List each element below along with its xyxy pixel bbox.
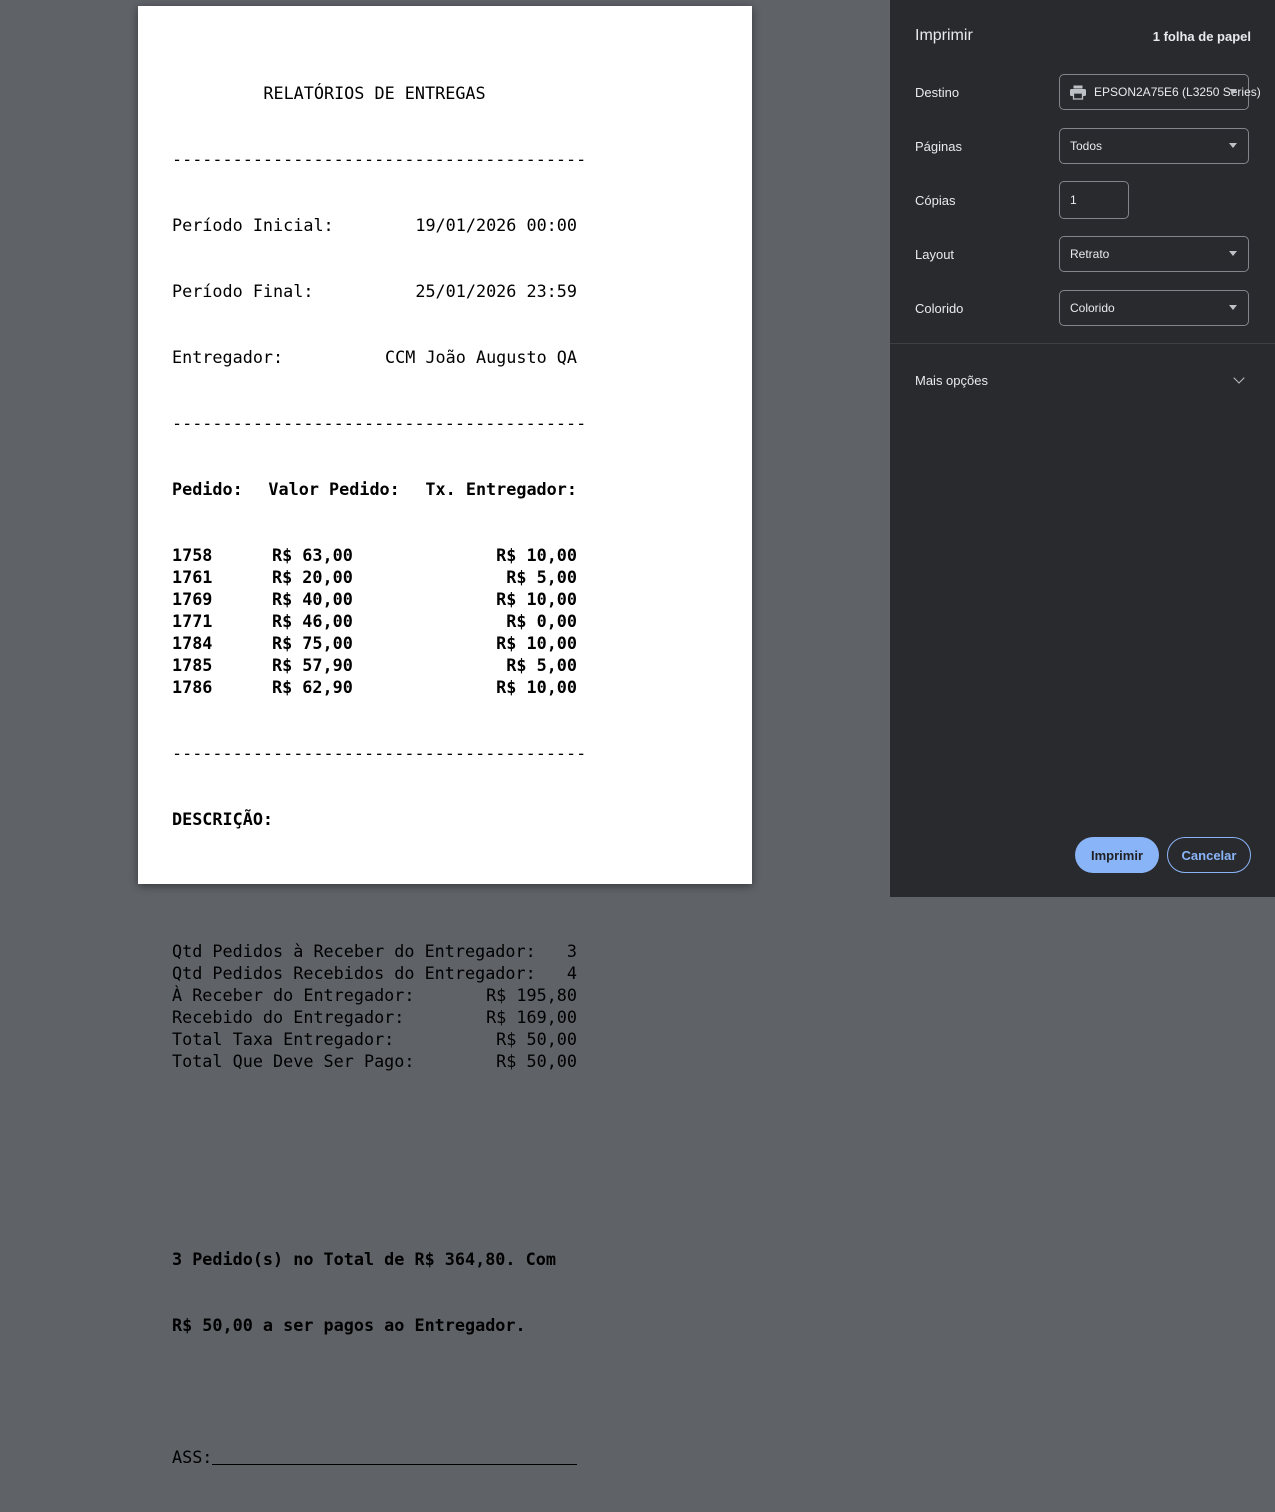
layout-value: Retrato [1070, 247, 1110, 261]
separator-line: ----------------------------------------- [172, 413, 587, 433]
summary-label: Total Taxa Entregador: [172, 1029, 395, 1049]
order-value: R$ 75,00 [272, 633, 353, 653]
destination-value: EPSON2A75E6 (L3250 Series) [1094, 85, 1261, 99]
signature-line [212, 1446, 577, 1465]
column-header-value: Valor Pedido: [268, 479, 400, 499]
order-id: 1785 [172, 655, 213, 675]
order-value: R$ 57,90 [272, 655, 353, 675]
chevron-down-icon [1229, 143, 1237, 148]
order-row [172, 610, 577, 632]
courier-row [172, 346, 577, 368]
order-id: 1784 [172, 633, 213, 653]
summary-value: 4 [566, 963, 577, 983]
summary-row [172, 940, 577, 962]
panel-title: Imprimir [915, 27, 973, 44]
separator-line: ----------------------------------------- [172, 743, 587, 763]
order-value: R$ 63,00 [272, 545, 353, 565]
order-row [172, 632, 577, 654]
chevron-down-icon [1229, 305, 1237, 310]
summary-row [172, 1028, 577, 1050]
period-end-label: Período Final: [172, 281, 314, 301]
period-end-value: 25/01/2026 23:59 [415, 281, 577, 301]
cancel-button[interactable]: Cancelar [1167, 837, 1251, 873]
chevron-down-icon [1233, 372, 1244, 383]
order-id: 1771 [172, 611, 213, 631]
signature-label: ASS: [172, 1447, 213, 1467]
more-options-toggle[interactable] [890, 364, 1275, 396]
orders-list [172, 544, 577, 698]
order-fee: R$ 5,00 [506, 567, 577, 587]
order-id: 1769 [172, 589, 213, 609]
order-row [172, 544, 577, 566]
order-id: 1786 [172, 677, 213, 697]
order-fee: R$ 10,00 [496, 545, 577, 565]
copies-label: Cópias [915, 193, 956, 208]
chevron-down-icon [1229, 251, 1237, 256]
summary-list [172, 940, 577, 1072]
copies-input[interactable] [1059, 181, 1129, 219]
order-value: R$ 40,00 [272, 589, 353, 609]
description-heading: DESCRIÇÃO: [172, 809, 274, 829]
chevron-down-icon [1229, 89, 1237, 94]
order-row [172, 654, 577, 676]
color-value: Colorido [1070, 301, 1115, 315]
order-fee: R$ 10,00 [496, 589, 577, 609]
summary-value: R$ 50,00 [496, 1051, 577, 1071]
summary-row [172, 1050, 577, 1072]
summary-value: R$ 50,00 [496, 1029, 577, 1049]
pages-label: Páginas [915, 139, 962, 154]
summary-label: Qtd Pedidos Recebidos do Entregador: [172, 963, 536, 983]
courier-value: CCM João Augusto QA [385, 347, 577, 367]
summary-label: Qtd Pedidos à Receber do Entregador: [172, 941, 536, 961]
more-options-label: Mais opções [915, 373, 988, 388]
summary-row [172, 984, 577, 1006]
summary-value: R$ 169,00 [486, 1007, 577, 1027]
receipt-content [172, 38, 587, 1512]
separator-line: ----------------------------------------- [172, 149, 587, 169]
order-fee: R$ 5,00 [506, 655, 577, 675]
order-value: R$ 46,00 [272, 611, 353, 631]
summary-label: À Receber do Entregador: [172, 985, 415, 1005]
layout-select[interactable] [1059, 236, 1249, 272]
summary-row [172, 962, 577, 984]
order-id: 1761 [172, 567, 213, 587]
print-settings-panel [890, 0, 1275, 897]
order-value: R$ 62,90 [272, 677, 353, 697]
total-line-2: R$ 50,00 a ser pagos ao Entregador. [172, 1315, 526, 1335]
order-row [172, 676, 577, 698]
destination-select[interactable] [1059, 74, 1261, 110]
period-start-row [172, 214, 577, 236]
column-header-fee: Tx. Entregador: [425, 479, 577, 499]
color-label: Colorido [915, 301, 964, 316]
order-fee: R$ 0,00 [506, 611, 577, 631]
summary-value: 3 [566, 941, 577, 961]
signature-row [172, 1446, 577, 1468]
layout-label: Layout [915, 247, 955, 262]
order-row [172, 588, 577, 610]
period-end-row [172, 280, 577, 302]
divider [890, 343, 1275, 344]
courier-label: Entregador: [172, 347, 284, 367]
total-line-1: 3 Pedido(s) no Total de R$ 364,80. Com [172, 1249, 556, 1269]
order-fee: R$ 10,00 [496, 677, 577, 697]
orders-header [172, 478, 577, 500]
printer-icon [1070, 85, 1086, 99]
pages-select[interactable] [1059, 128, 1249, 164]
report-title: RELATÓRIOS DE ENTREGAS [263, 83, 486, 103]
summary-value: R$ 195,80 [486, 985, 577, 1005]
print-button[interactable]: Imprimir [1075, 837, 1159, 873]
summary-row [172, 1006, 577, 1028]
color-select[interactable] [1059, 290, 1249, 326]
destination-label: Destino [915, 85, 960, 100]
order-fee: R$ 10,00 [496, 633, 577, 653]
period-start-label: Período Inicial: [172, 215, 334, 235]
column-header-order: Pedido: [172, 479, 243, 499]
pages-value: Todos [1070, 139, 1103, 153]
period-start-value: 19/01/2026 00:00 [415, 215, 577, 235]
summary-label: Recebido do Entregador: [172, 1007, 405, 1027]
order-id: 1758 [172, 545, 213, 565]
order-value: R$ 20,00 [272, 567, 353, 587]
summary-label: Total Que Deve Ser Pago: [172, 1051, 415, 1071]
preview-page [138, 6, 752, 1467]
sheet-count: 1 folha de papel [1152, 29, 1251, 44]
order-row [172, 566, 577, 588]
